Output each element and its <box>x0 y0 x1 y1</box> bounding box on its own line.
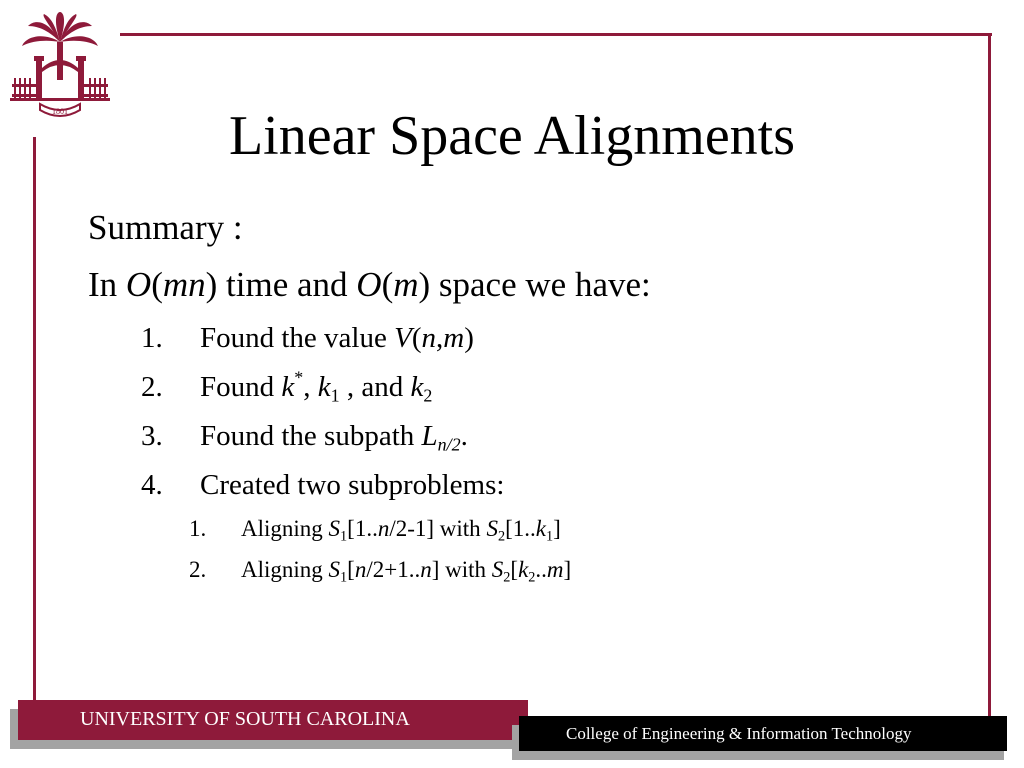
list-item-number: 4. <box>141 469 163 501</box>
footer-university-name: UNIVERSITY OF SOUTH CAROLINA <box>80 708 410 730</box>
sub-list-item-number: 2. <box>189 557 207 582</box>
sub-list-item-number: 1. <box>189 516 207 541</box>
intro-line: In O(mn) time and O(m) space we have: <box>88 265 651 304</box>
sub-list-item-text: Aligning $S_1[n/2+1..n]$ with $S_2[k_2..m]$ <box>241 557 572 586</box>
list-item-text: Found k*, $k_1$ , and $k_2$ <box>200 367 433 406</box>
list-item-number: 3. <box>141 420 163 452</box>
summary-label: Summary : <box>88 208 243 247</box>
list-item-number: 1. <box>141 322 163 354</box>
footer-college-name: College of Engineering & Information Technology <box>566 724 912 743</box>
sub-list-item-text: Aligning $S_1[1..n/2-1]$ with $S_2[1..k_1]$ <box>241 516 561 545</box>
list-item-text: Found the subpath $L_{n/2}$. <box>200 420 468 455</box>
slide-title: Linear Space Alignments <box>228 105 796 167</box>
list-item-text: Created two subproblems: <box>200 469 505 501</box>
seal-year: 1801 <box>52 107 68 116</box>
list-item-text: Found the value V(n,m) <box>200 322 474 354</box>
list-item-number: 2. <box>141 371 163 403</box>
